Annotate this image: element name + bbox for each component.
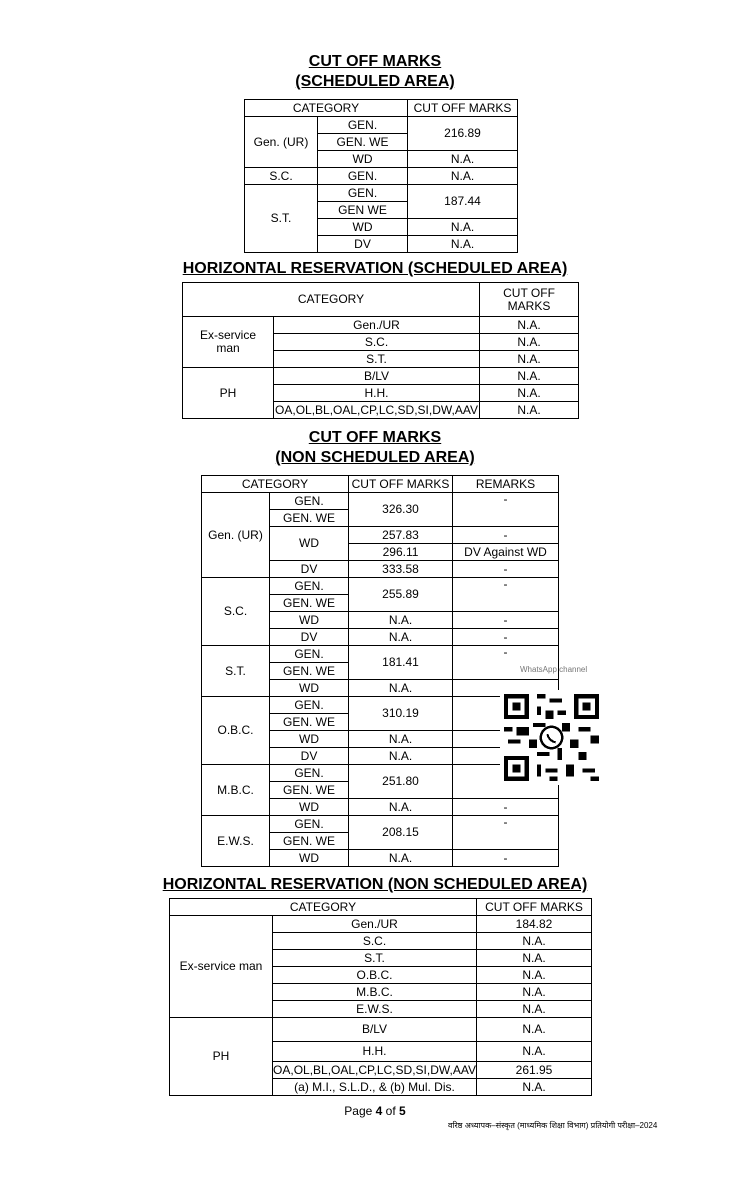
mark-sc-dv: N.A.: [349, 629, 453, 646]
sub-dv: DV: [270, 748, 349, 765]
mark-sc: 255.89: [349, 578, 453, 612]
sub-gen: GEN.: [270, 697, 349, 714]
footer-exam-title: वरिष्ठ अध्यापक–संस्कृत (माध्यमिक शिक्षा विभाग) प्रतियोगी परीक्षा–2024: [448, 1121, 658, 1130]
remark-ews-wd: -: [453, 850, 559, 867]
sub-oa-ol: OA,OL,BL,OAL,CP,LC,SD,SI,DW,AAV: [275, 402, 478, 417]
category-obc: O.B.C.: [202, 697, 270, 765]
sub-gen-we: GEN. WE: [270, 510, 349, 527]
header-category: CATEGORY: [183, 283, 480, 317]
sub-mi-sld: (a) M.I., S.L.D., & (b) Mul. Dis.: [273, 1079, 477, 1096]
mark-ews: 208.15: [349, 816, 453, 850]
title-cutoff-scheduled: CUT OFF MARKS: [308, 53, 442, 70]
category-sc: S.C.: [202, 578, 270, 646]
mark-st: N.A.: [477, 950, 592, 967]
sub-obc: O.B.C.: [273, 967, 477, 984]
subtitle-non-scheduled-area: (NON SCHEDULED AREA): [275, 449, 475, 466]
sub-gen-ur: Gen./UR: [273, 916, 477, 933]
mark-obc-wd: N.A.: [349, 731, 453, 748]
header-cutoff-marks: CUT OFF MARKS: [349, 476, 453, 493]
whatsapp-channel-label: WhatsApp channel: [520, 665, 588, 674]
sub-st: S.T.: [274, 351, 480, 368]
header-category: CATEGORY: [245, 100, 408, 117]
sub-gen: GEN.: [318, 117, 408, 134]
subtitle-scheduled-area: (SCHEDULED AREA): [295, 73, 455, 90]
sub-gen-we: GEN. WE: [270, 833, 349, 850]
table-horizontal-non-scheduled: [169, 898, 592, 1096]
title-horizontal-scheduled: HORIZONTAL RESERVATION (SCHEDULED AREA): [182, 260, 568, 277]
remark-gen-ur: -: [453, 493, 559, 527]
sub-hh: H.H.: [274, 385, 480, 402]
mark-oa-ol: N.A.: [480, 402, 579, 419]
category-st: S.T.: [202, 646, 270, 697]
sub-gen-we: GEN. WE: [270, 714, 349, 731]
header-cutoff-marks: CUT OFF MARKS: [408, 100, 518, 117]
category-gen-ur: Gen. (UR): [245, 117, 318, 168]
mark-sc: N.A.: [480, 334, 579, 351]
mark-obc-dv: N.A.: [349, 748, 453, 765]
sub-wd: WD: [270, 612, 349, 629]
qr-code-icon[interactable]: [500, 690, 603, 785]
sub-st-dv: DV: [318, 236, 408, 253]
sub-hh: H.H.: [273, 1042, 477, 1062]
mark-st-wd: N.A.: [349, 680, 453, 697]
sub-gen-we: GEN. WE: [318, 134, 408, 151]
sub-gen-we: GEN. WE: [270, 663, 349, 680]
table-scheduled-area: [244, 99, 518, 253]
table-horizontal-scheduled: [182, 282, 579, 419]
sub-st-gen: GEN.: [318, 185, 408, 202]
sub-sc: S.C.: [274, 334, 480, 351]
sub-oa-ol: OA,OL,BL,OAL,CP,LC,SD,SI,DW,AAV: [273, 1062, 476, 1077]
mark-sc: N.A.: [477, 933, 592, 950]
sub-dv: DV: [270, 561, 349, 578]
mark-st: 181.41: [349, 646, 453, 680]
category-ph: PH: [183, 368, 274, 419]
table-non-scheduled-area: [201, 475, 559, 867]
sub-sc-gen: GEN.: [318, 168, 408, 185]
sub-gen: GEN.: [270, 646, 349, 663]
header-category: CATEGORY: [170, 899, 477, 916]
mark-hh: N.A.: [477, 1042, 592, 1062]
mark-st: N.A.: [480, 351, 579, 368]
sub-gen: GEN.: [270, 493, 349, 510]
remark-sc-dv: -: [453, 629, 559, 646]
mark-gen-ur: 184.82: [477, 916, 592, 933]
category-sc: S.C.: [245, 168, 318, 185]
mark-gen-ur-wd-2: 296.11: [349, 544, 453, 561]
category-ews: E.W.S.: [202, 816, 270, 867]
header-category: CATEGORY: [202, 476, 349, 493]
category-mbc: M.B.C.: [202, 765, 270, 816]
mark-gen-ur-wd: N.A.: [408, 151, 518, 168]
sub-gen-we: GEN. WE: [270, 595, 349, 612]
sub-wd: WD: [270, 680, 349, 697]
sub-st-wd: WD: [318, 219, 408, 236]
category-ph: PH: [170, 1018, 273, 1096]
mark-hh: N.A.: [480, 385, 579, 402]
sub-gen-ur: Gen./UR: [274, 317, 480, 334]
category-st: S.T.: [245, 185, 318, 253]
sub-sc: S.C.: [273, 933, 477, 950]
category-ex-serviceman: Ex-service man: [183, 317, 274, 368]
mark-gen-ur-dv: 333.58: [349, 561, 453, 578]
header-remarks: REMARKS: [453, 476, 559, 493]
mark-gen-ur-wd-1: 257.83: [349, 527, 453, 544]
sub-dv: DV: [270, 629, 349, 646]
title-cutoff-non-scheduled: CUT OFF MARKS: [308, 429, 442, 446]
mark-mbc: N.A.: [477, 984, 592, 1001]
sub-gen-we: GEN. WE: [270, 782, 349, 799]
sub-blv: B/LV: [274, 368, 480, 385]
remark-ews: -: [453, 816, 559, 850]
remark-gen-ur-wd-1: -: [453, 527, 559, 544]
mark-sc: N.A.: [408, 168, 518, 185]
remark-st: -: [453, 646, 559, 680]
mark-obc: N.A.: [477, 967, 592, 984]
sub-wd: WD: [270, 799, 349, 816]
remark-gen-ur-dv: -: [453, 561, 559, 578]
mark-ews-wd: N.A.: [349, 850, 453, 867]
mark-gen-ur: 216.89: [408, 117, 518, 151]
mark-obc: 310.19: [349, 697, 453, 731]
mark-sc-wd: N.A.: [349, 612, 453, 629]
mark-mbc-wd: N.A.: [349, 799, 453, 816]
sub-blv: B/LV: [273, 1018, 477, 1042]
sub-wd: WD: [270, 850, 349, 867]
remark-sc: -: [453, 578, 559, 612]
mark-st-wd: N.A.: [408, 219, 518, 236]
header-cutoff-marks: CUT OFF MARKS: [480, 283, 579, 317]
sub-gen: GEN.: [270, 578, 349, 595]
title-horizontal-non-scheduled: HORIZONTAL RESERVATION (NON SCHEDULED AREA): [162, 876, 588, 893]
mark-blv: N.A.: [480, 368, 579, 385]
mark-mi-sld: N.A.: [477, 1079, 592, 1096]
mark-gen-ur: N.A.: [480, 317, 579, 334]
mark-ews: N.A.: [477, 1001, 592, 1018]
sub-st: S.T.: [273, 950, 477, 967]
sub-gen: GEN.: [270, 816, 349, 833]
mark-st-dv: N.A.: [408, 236, 518, 253]
mark-oa-ol: 261.95: [477, 1062, 592, 1079]
remark-dv-against-wd: DV Against WD: [453, 544, 559, 561]
sub-gen: GEN.: [270, 765, 349, 782]
sub-mbc: M.B.C.: [273, 984, 477, 1001]
sub-wd: WD: [318, 151, 408, 168]
remark-mbc-wd: -: [453, 799, 559, 816]
sub-st-gen-we: GEN WE: [318, 202, 408, 219]
header-cutoff-marks: CUT OFF MARKS: [477, 899, 592, 916]
mark-mbc: 251.80: [349, 765, 453, 799]
mark-blv: N.A.: [477, 1018, 592, 1042]
category-ex-serviceman: Ex-service man: [170, 916, 273, 1018]
mark-gen-ur: 326.30: [349, 493, 453, 527]
remark-sc-wd: -: [453, 612, 559, 629]
sub-ews: E.W.S.: [273, 1001, 477, 1018]
sub-wd: WD: [270, 527, 349, 561]
sub-wd: WD: [270, 731, 349, 748]
mark-st: 187.44: [408, 185, 518, 219]
category-gen-ur: Gen. (UR): [202, 493, 270, 578]
page-number: Page 4 of 5: [344, 1104, 406, 1118]
